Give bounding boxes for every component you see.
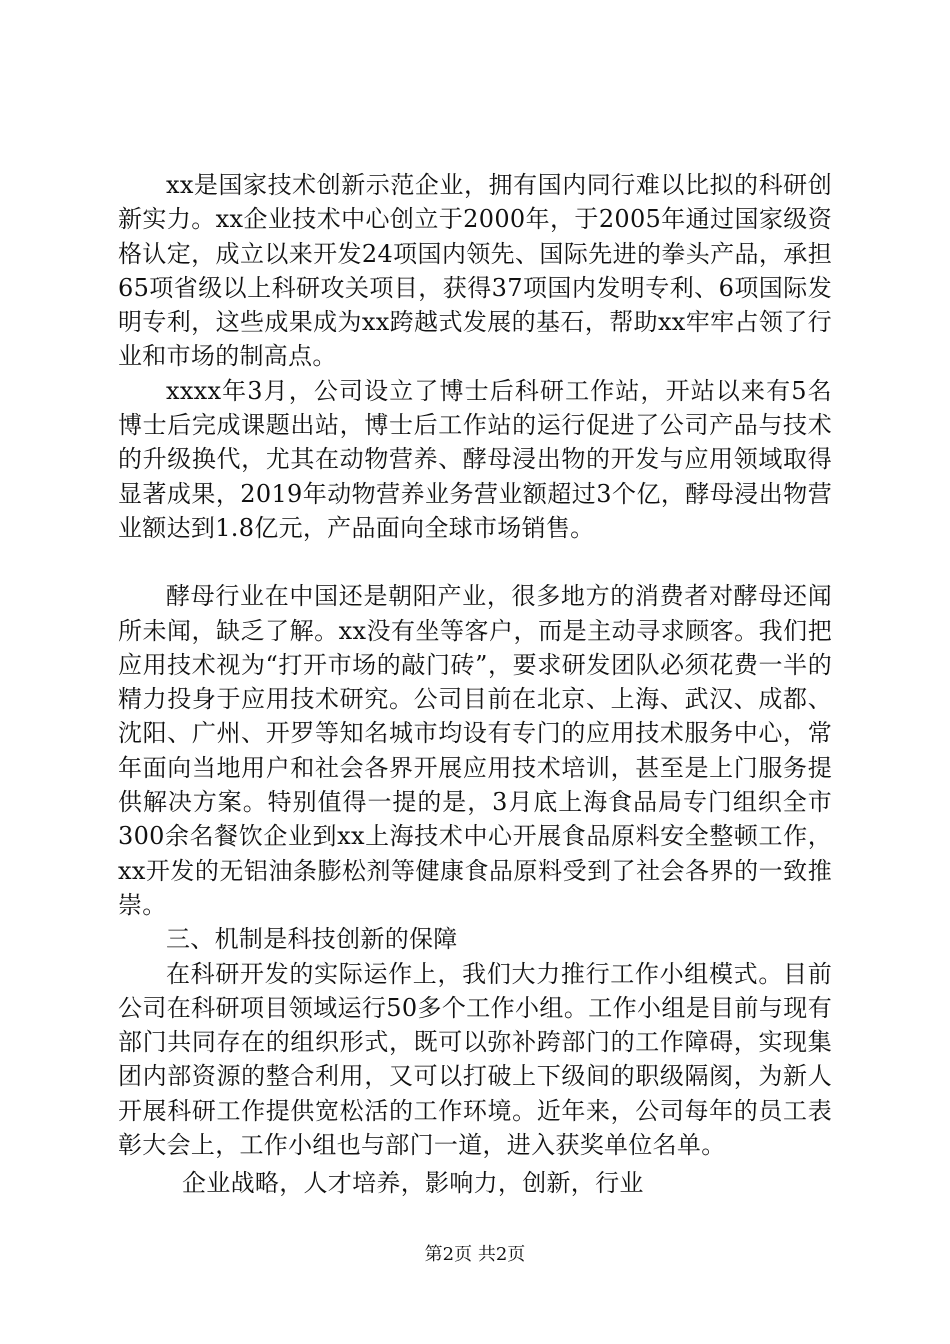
document-body: [118, 168, 832, 1201]
paragraph-yeast-industry: 酵母行业在中国还是朝阳产业，很多地方的消费者对酵母还闻所未闻，缺乏了解。xx没有坐等客户，而是主动寻求顾客。我们把应用技术视为“打开市场的敲门砖”，要求研发团队必须花费一半的精力投身于应用技术研究。公司目前在北京、上海、武汉、成都、沈阳、广州、开罗等知名城市均设有专门的应用技术服务中心，常年面向当地用户和社会各界开展应用技术培训，甚至是上门服务提供解决方案。特别值得一提的是，3月底上海食品局专门组织全市300余名餐饮企业到xx上海技术中心开展食品原料安全整顿工作，xx开发的无铝油条膨松剂等健康食品原料受到了社会各界的一致推崇。: [118, 582, 832, 919]
paragraph-postdoc-station: xxxx年3月，公司设立了博士后科研工作站，开站以来有5名博士后完成课题出站，博士后工作站的运行促进了公司产品与技术的升级换代，尤其在动物营养、酵母浸出物的开发与应用领域取得显著成果，2019年动物营养业务营业额超过3个亿，酵母浸出物营业额达到1.8亿元，产品面向全球市场销售。: [118, 376, 832, 542]
paragraph-working-groups: 在科研开发的实际运作上，我们大力推行工作小组模式。目前公司在科研项目领域运行50多个工作小组。工作小组是目前与现有部门共同存在的组织形式，既可以弥补跨部门的工作障碍，实现集团内部资源的整合利用，又可以打破上下级间的职级隔阂，为新人开展科研工作提供宽松活的工作环境。近年来，公司每年的员工表彰大会上，工作小组也与部门一道，进入获奖单位名单。: [118, 959, 832, 1160]
paragraph-innovation-strength: xx是国家技术创新示范企业，拥有国内同行难以比拟的科研创新实力。xx企业技术中心创立于2000年，于2005年通过国家级资格认定，成立以来开发24项国内领先、国际先进的拳头产品，承担65项省级以上科研攻关项目，获得37项国内发明专利、6项国际发明专利，这些成果成为xx跨越式发展的基石，帮助xx牢牢占领了行业和市场的制高点。: [118, 171, 832, 371]
page-number-footer: 第2页 共2页: [424, 1244, 526, 1265]
keywords-line: 企业战略，人才培养，影响力，创新，行业: [182, 1169, 644, 1198]
section-heading: 三、机制是科技创新的保障: [166, 925, 458, 954]
